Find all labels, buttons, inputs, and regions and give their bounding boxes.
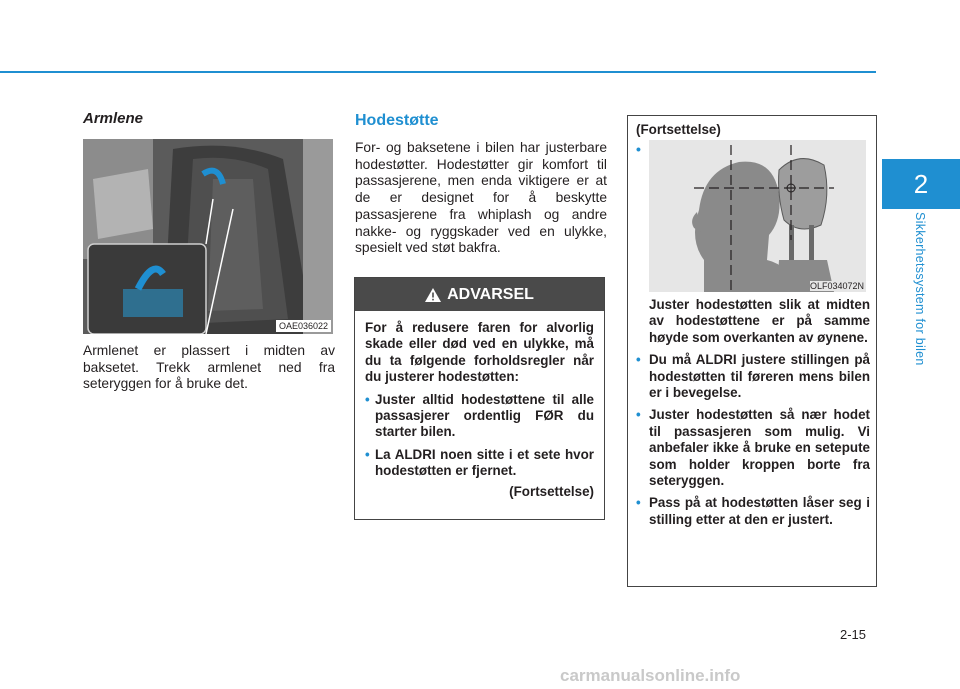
continuation-body (636, 297, 870, 528)
warning-bullet: • Juster alltid hodestøttene til alle passasjerer ordentlig FØR du starter bilen. (365, 392, 594, 441)
page-number: 2-15 (840, 627, 867, 642)
headrest-section (355, 108, 607, 257)
warning-triangle-icon (425, 288, 441, 302)
armrest-heading: Armlene (83, 110, 144, 127)
warning-header (355, 278, 604, 311)
continuation-bullet: • Du må ALDRI justere stillingen på hodestøtten til føreren mens bilen er i bevegelse. (636, 352, 870, 401)
armrest-text-block (83, 343, 335, 393)
headrest-illustration (649, 140, 866, 292)
warning-box (354, 277, 605, 520)
chapter-title: Sikkerhetssystem for bilen (913, 212, 927, 366)
warning-body (355, 311, 604, 500)
armrest-photo-illustration (83, 139, 333, 334)
warning-title: ADVARSEL (447, 285, 534, 303)
continuation-bullet: • Pass på at hodestøtten låser seg i stilling etter at den er justert. (636, 495, 870, 528)
bullet-dot-icon: • (636, 141, 641, 157)
continuation-box (627, 115, 877, 587)
headrest-image-code: OLF034072N (809, 281, 864, 291)
continuation-heading: (Fortsettelse) (636, 122, 721, 137)
headrest-heading: Hodestøtte (355, 112, 439, 129)
headrest-text: For- og baksetene i bilen har justerbare hodestøtter. Hodestøtter gir komfort til passasjerene, men enda viktigere er at de er designet for å beskytte passasjerene fra whiplash og andre nakke- og ryggskader ved en ulykke, spesielt ved støt bakfra. (355, 140, 607, 256)
armrest-image-code: OAE036022 (276, 320, 331, 332)
warning-intro: For å redusere faren for alvorlig skade eller død ved en ulykke, må du ta følgende forholdsregler når du justerer hodestøtten: (365, 320, 594, 385)
armrest-text: Armlenet er plassert i midten av baksetet. Trekk armlenet ned fra seteryggen for å bruke det. (83, 343, 335, 392)
continuation-bullet: • Juster hodestøtten så nær hodet til passasjeren som mulig. Vi anbefaler ikke å bruke en setepute som holder kroppen borte fra seteryggen. (636, 407, 870, 489)
chapter-tab[interactable]: 2 (882, 159, 960, 209)
warning-bullet: • La ALDRI noen sitte i et sete hvor hodestøtten er fjernet. (365, 447, 594, 480)
armrest-photo (83, 139, 333, 334)
header-rule (0, 71, 876, 73)
continuation-first-text: Juster hodestøtten slik at midten av hodestøttene er på samme høyde som overkanten av øynene. (649, 297, 870, 345)
head-and-headrest-diagram (649, 140, 866, 292)
warning-continued: (Fortsettelse) (509, 483, 594, 499)
armrest-section (83, 108, 335, 127)
watermark[interactable]: carmanualsonline.info (560, 666, 741, 685)
